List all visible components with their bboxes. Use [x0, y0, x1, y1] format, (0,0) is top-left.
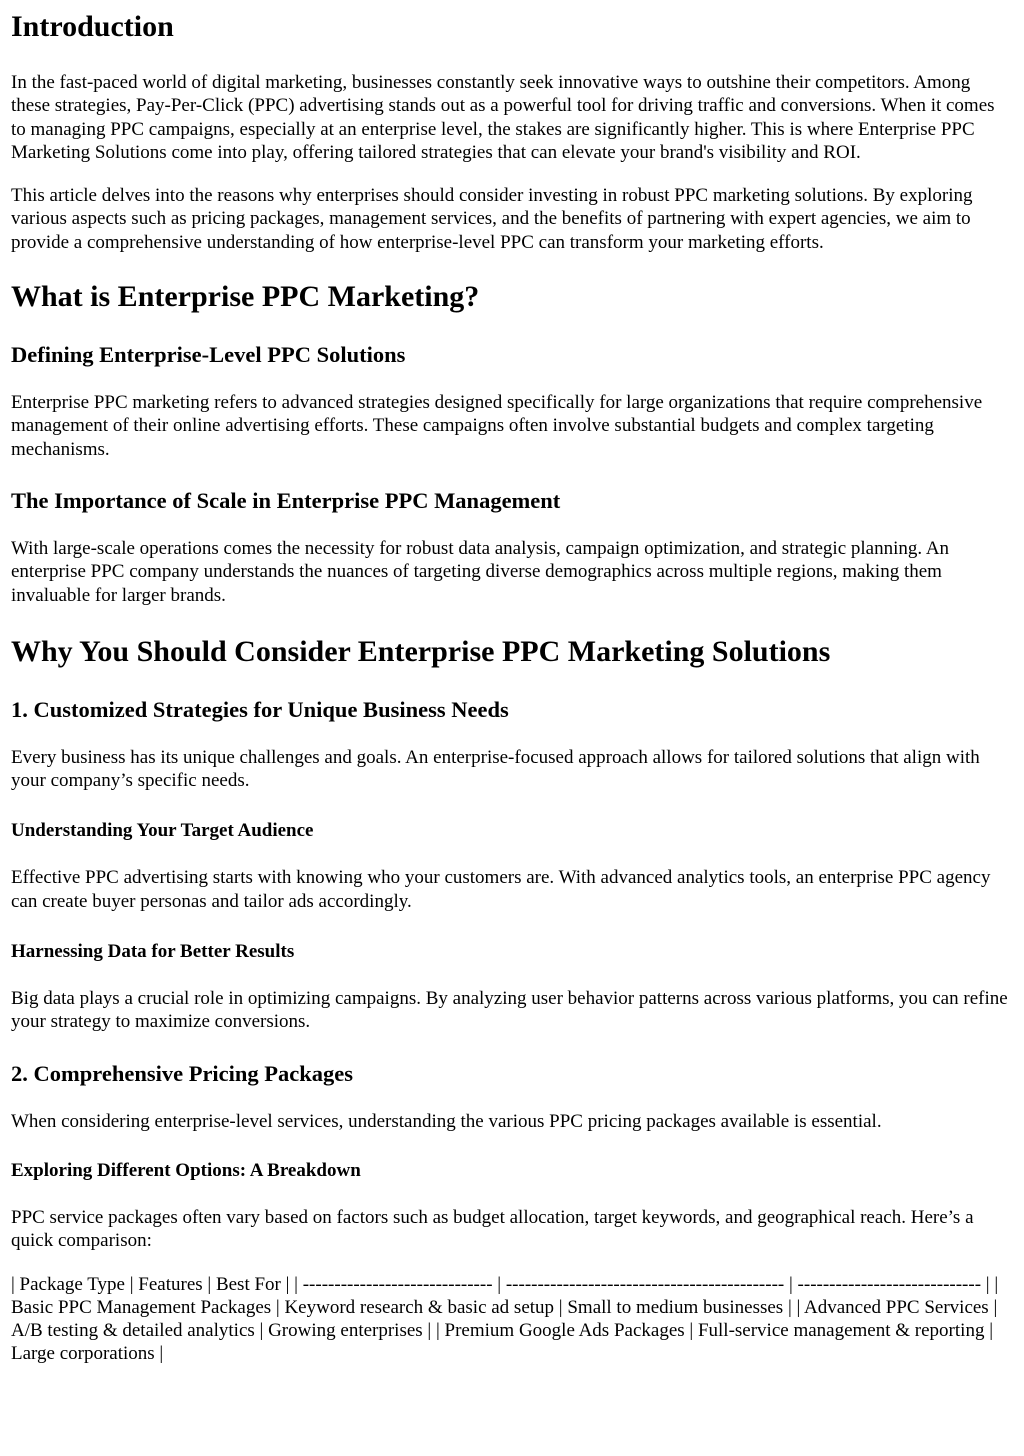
introduction-paragraph-1: In the fast-paced world of digital marketing, businesses constantly seek innovative ways to outshine their competitors. Among these strategies, Pay-Per-Click (PPC) advertising stands out as a powerful tool for driving traffic and conversions. When it comes to managing PPC campaigns, especially at an enterprise level, the stakes are significantly higher. This is where Enterprise PPC Marketing Solutions come into play, offering tailored strategies that can elevate your brand's visibility and ROI.	[11, 72, 995, 163]
options-paragraph: PPC service packages often vary based on factors such as budget allocation, target keywords, and geographical reach. Here’s a quick comparison:	[11, 1206, 974, 1252]
data-heading: Harnessing Data for Better Results	[11, 941, 295, 963]
defining-paragraph: Enterprise PPC marketing refers to advanced strategies designed specifically for large organizations that require comprehensive management of their online advertising efforts. These campaigns often involve substantial budgets and complex targeting mechanisms.	[11, 392, 983, 460]
audience-paragraph: Effective PPC advertising starts with knowing who your customers are. With advanced analytics tools, an enterprise PPC agency can create buyer personas and tailor ads accordingly.	[11, 867, 991, 912]
scale-paragraph: With large-scale operations comes the necessity for robust data analysis, campaign optimization, and strategic planning. An enterprise PPC company understands the nuances of targeting diverse demographics across multiple regions, making them invaluable for larger brands.	[11, 537, 950, 606]
data-paragraph: Big data plays a crucial role in optimizing campaigns. By analyzing user behavior patterns across various platforms, you can refine your strategy to maximize conversions.	[11, 988, 1008, 1033]
pricing-paragraph: When considering enterprise-level services, understanding the various PPC pricing packages available is essential.	[11, 1110, 882, 1132]
scale-heading: The Importance of Scale in Enterprise PPC Management	[11, 487, 561, 513]
introduction-heading: Introduction	[11, 10, 174, 43]
audience-heading: Understanding Your Target Audience	[11, 820, 314, 842]
introduction-paragraph-2: This article delves into the reasons why enterprises should consider investing in robust PPC marketing solutions. By exploring various aspects such as pricing packages, management services, and the benefits of partnering with expert agencies, we aim to provide a comprehensive understanding of how enterprise-level PPC can transform your marketing efforts.	[11, 185, 973, 253]
package-table-text: | Package Type | Features | Best For | | ------------------------------ | -------------------------------------------- | ----------------------------- | | Basic PPC Management Packages | Keyword research & basic ad setup | Small to medium businesses | | Advanced PPC Services | A/B testing & detailed analytics | Growing enterprises | | Premium Google Ads Packages | Full-service management & reporting | Large corporations |	[11, 1273, 999, 1365]
what-is-heading: What is Enterprise PPC Marketing?	[11, 280, 480, 314]
defining-heading: Defining Enterprise-Level PPC Solutions	[11, 342, 406, 368]
options-heading: Exploring Different Options: A Breakdown	[11, 1159, 361, 1181]
customized-paragraph: Every business has its unique challenges and goals. An enterprise-focused approach allows for tailored solutions that align with your company’s specific needs.	[11, 746, 980, 792]
pricing-heading: 2. Comprehensive Pricing Packages	[11, 1060, 354, 1086]
customized-heading: 1. Customized Strategies for Unique Business Needs	[11, 696, 509, 722]
why-heading: Why You Should Consider Enterprise PPC Marketing Solutions	[11, 634, 831, 668]
